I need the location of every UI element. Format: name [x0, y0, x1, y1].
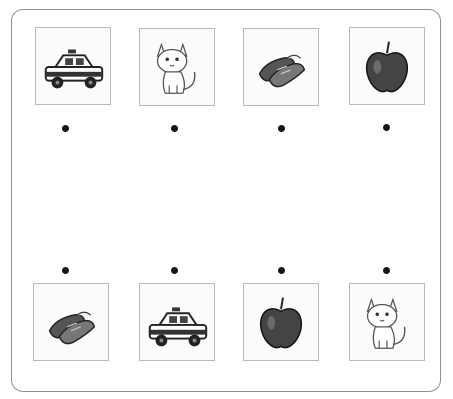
bottom-dot-2[interactable]: [171, 267, 178, 274]
bottom-card-apple[interactable]: [243, 283, 319, 361]
top-card-shoes[interactable]: [243, 28, 319, 106]
apple-icon: [350, 28, 424, 104]
top-dot-1[interactable]: [62, 125, 69, 132]
apple-icon: [244, 284, 318, 360]
police-car-icon: [36, 28, 110, 104]
bottom-card-shoes[interactable]: [33, 283, 109, 361]
bottom-card-police-car[interactable]: [139, 283, 215, 361]
bottom-dot-4[interactable]: [383, 267, 390, 274]
police-car-icon: [140, 284, 214, 360]
cat-icon: [350, 284, 424, 360]
shoes-icon: [244, 29, 318, 105]
top-dot-4[interactable]: [383, 124, 390, 131]
bottom-card-cat[interactable]: [349, 283, 425, 361]
top-card-cat[interactable]: [139, 28, 215, 106]
top-dot-2[interactable]: [171, 125, 178, 132]
top-dot-3[interactable]: [278, 125, 285, 132]
top-card-apple[interactable]: [349, 27, 425, 105]
shoes-icon: [34, 284, 108, 360]
bottom-dot-1[interactable]: [62, 267, 69, 274]
cat-icon: [140, 29, 214, 105]
top-card-police-car[interactable]: [35, 27, 111, 105]
bottom-dot-3[interactable]: [278, 267, 285, 274]
